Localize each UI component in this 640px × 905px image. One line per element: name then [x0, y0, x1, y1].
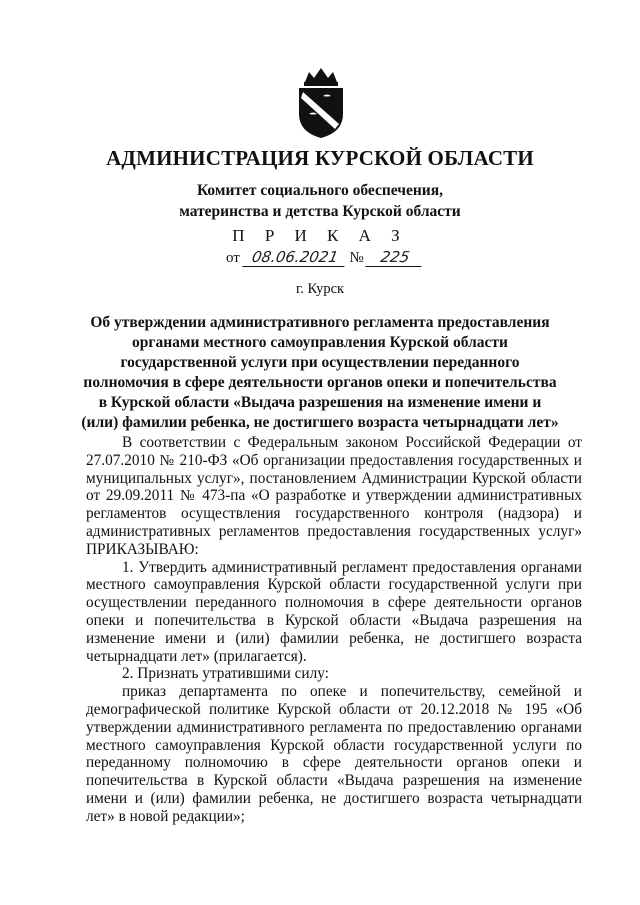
order-date: 08.06.2021 [242, 248, 347, 267]
paragraph-item-1: 1. Утвердить административный регламент предоставления органами местного самоуправления Курской области государственной услуги при осуществлении переданного полномочия в сфере деятельности органов опеки и попечительства в Курской области «Выдача разрешения на изменение имени и (или) фамилии ребенка, не достигшего возраста четырнадцати лет» (прилагается). [86, 558, 582, 665]
paragraph-preamble: В соответствии с Федеральным законом Российской Федерации от 27.07.2010 № 210-ФЗ «Об организации предоставления государственных и муниципальных услуг», постановлением Администрации Курской области от 29.09.2011 № 473-па «О разработке и утверждении административных регламентов осуществления государственного контроля (надзора) и административных регламентов предоставления государственных услуг» ПРИКАЗЫВАЮ: [86, 434, 582, 558]
committee-line-2: материнства и детства Курской области [179, 203, 461, 220]
committee-line-1: Комитет социального обеспечения, [196, 182, 444, 199]
committee-name [0, 180, 640, 222]
document-type: П Р И К А З [232, 226, 408, 245]
date-prefix: от [226, 250, 240, 266]
coat-of-arms-icon [293, 62, 349, 140]
order-number: 225 [366, 248, 425, 267]
paragraph-item-2: 2. Признать утратившими силу: [122, 665, 329, 683]
order-date-number-line [226, 248, 446, 267]
document-body [86, 434, 582, 826]
organization-name: АДМИНИСТРАЦИЯ КУРСКОЙ ОБЛАСТИ [106, 146, 534, 170]
number-prefix: № [349, 250, 364, 266]
document-title: Об утверждении административного регламента предоставления органами местного самоуправления Курской области государственной услуги при осуществлении переданного полномочия в сфере деятельности органов опеки и попечительства в Курской области «Выдача разрешения на изменение имени и (или) фамилии ребенка, не достигшего возраста четырнадцати лет» [81, 314, 559, 431]
city: г. Курск [295, 281, 345, 297]
paragraph-item-2-1: приказ департамента по опеке и попечительству, семейной и демографической политике Курской области от 20.12.2018 № 195 «Об утверждении административного регламента по предоставлению органами местного самоуправления Курской области государственной услуги по переданному полномочию в сфере деятельности органов опеки и попечительства в Курской области «Выдача разрешения на изменение имени и (или) фамилии ребенка, не достигшего возраста четырнадцати лет» в новой редакции»; [86, 683, 582, 825]
